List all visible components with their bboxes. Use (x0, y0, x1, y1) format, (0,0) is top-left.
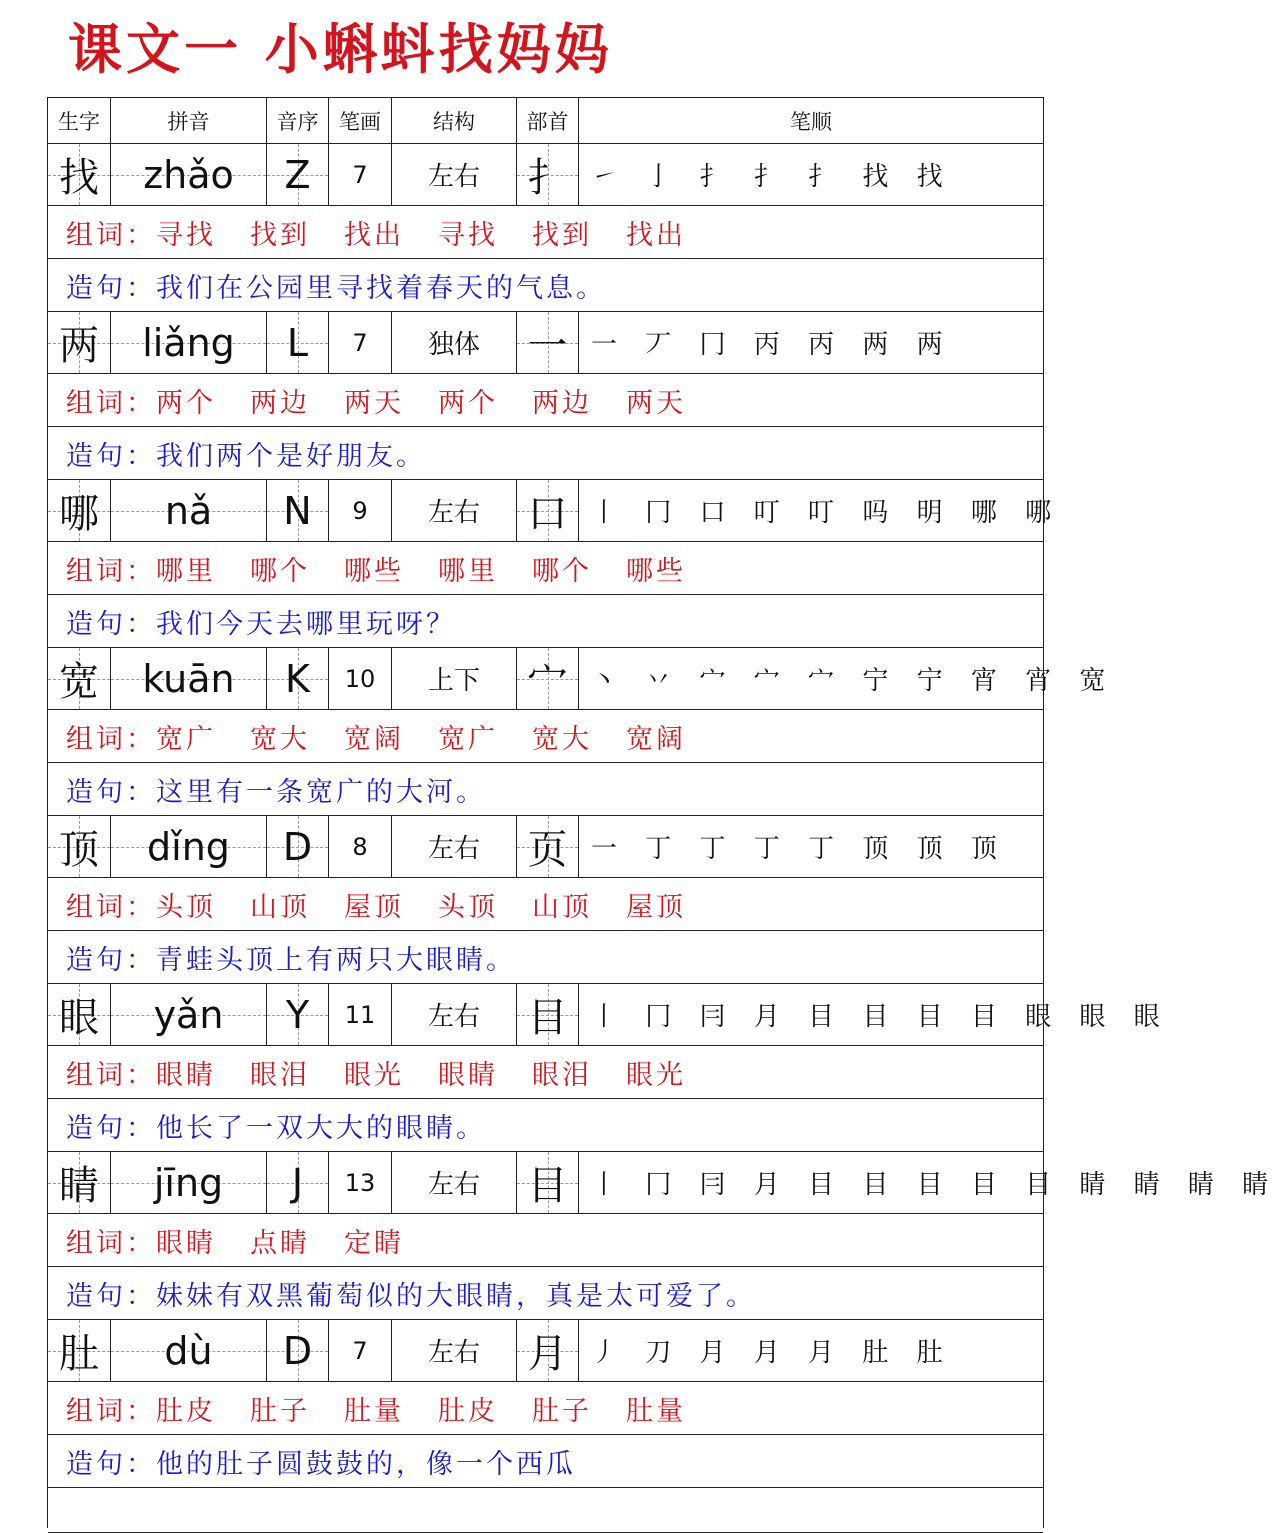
order-text: 丨 冂 冃 月 目 目 目 目 目 睛 睛 睛 睛 (591, 1170, 1278, 1200)
seq-text: D (282, 824, 313, 869)
sentence-prefix: 造句： (66, 272, 156, 304)
word-item: 哪个 (532, 555, 592, 587)
word-item: 眼泪 (250, 1059, 310, 1091)
word-item: 两个 (156, 387, 216, 419)
word-item: 哪个 (250, 555, 310, 587)
char-row (48, 1320, 1043, 1382)
words-row (48, 1382, 1043, 1435)
sentence-row (48, 259, 1043, 312)
word-item: 屋顶 (626, 891, 686, 923)
word-item: 肚子 (532, 1395, 592, 1427)
word-item: 点睛 (250, 1227, 310, 1259)
cell-strokes (329, 144, 392, 205)
char-text: 睛 (59, 1163, 99, 1209)
order-text: 丨 冂 口 叮 叮 吗 明 哪 哪 (591, 498, 1062, 528)
word-item: 两天 (344, 387, 404, 419)
radical-text: 一 (527, 323, 568, 369)
word-item: 哪些 (626, 555, 686, 587)
strokes-text: 7 (352, 160, 368, 189)
cell-pinyin (111, 1320, 267, 1381)
pinyin-text: kuān (142, 656, 235, 701)
cell-strokes (329, 312, 392, 373)
header-seq: 音序 (267, 98, 329, 143)
structure-text: 上下 (427, 666, 480, 696)
char-text: 哪 (59, 491, 99, 537)
sentence-text: 我们两个是好朋友。 (156, 440, 426, 472)
empty-row (48, 1488, 1043, 1533)
header-char: 生字 (48, 98, 111, 143)
sentence-prefix: 造句： (66, 608, 156, 640)
strokes-text: 7 (352, 328, 368, 357)
structure-text: 独体 (427, 330, 480, 360)
sentence-text: 我们今天去哪里玩呀？ (156, 608, 456, 640)
cell-pinyin (111, 480, 267, 541)
cell-structure (392, 1320, 517, 1381)
cell-radical (517, 984, 579, 1045)
words-prefix: 组词： (66, 219, 156, 251)
strokes-text: 10 (344, 664, 376, 693)
structure-text: 左右 (427, 834, 480, 864)
cell-char (48, 984, 111, 1045)
cell-structure (392, 816, 517, 877)
char-row (48, 648, 1116, 710)
words-row (48, 878, 1043, 931)
word-item: 两天 (626, 387, 686, 419)
word-item: 宽大 (250, 723, 310, 755)
seq-text: N (283, 488, 312, 533)
cell-char (48, 144, 111, 205)
word-item: 眼睛 (156, 1059, 216, 1091)
seq-text: D (282, 1328, 313, 1373)
word-item: 找到 (250, 219, 310, 251)
cell-structure (392, 480, 517, 541)
order-text: 一 丁 丁 丁 丁 顶 顶 顶 (591, 834, 1007, 864)
cell-structure (392, 144, 517, 205)
cell-radical (517, 144, 579, 205)
word-item: 找出 (626, 219, 686, 251)
words-prefix: 组词： (66, 891, 156, 923)
cell-radical (517, 648, 579, 709)
word-item: 头顶 (438, 891, 498, 923)
cell-pinyin (111, 144, 267, 205)
word-item: 两边 (250, 387, 310, 419)
word-item: 哪里 (156, 555, 216, 587)
word-item: 寻找 (438, 219, 498, 251)
word-item: 眼睛 (438, 1059, 498, 1091)
cell-structure (392, 984, 517, 1045)
cell-pinyin (111, 984, 267, 1045)
sentence-text: 他的肚子圆鼓鼓的，像一个西瓜 (156, 1448, 576, 1480)
seq-text: Y (285, 992, 310, 1037)
word-item: 宽阔 (344, 723, 404, 755)
cell-structure (392, 1152, 517, 1213)
cell-seq (267, 648, 329, 709)
char-text: 两 (59, 323, 99, 369)
word-item: 屋顶 (344, 891, 404, 923)
word-item: 哪里 (438, 555, 498, 587)
cell-radical (517, 312, 579, 373)
word-item: 寻找 (156, 219, 216, 251)
cell-strokes (329, 984, 392, 1045)
cell-pinyin (111, 1152, 267, 1213)
word-item: 定睛 (344, 1227, 404, 1259)
pinyin-text: zhǎo (143, 152, 234, 197)
cell-strokes (329, 1152, 392, 1213)
word-item: 两边 (532, 387, 592, 419)
words-prefix: 组词： (66, 1395, 156, 1427)
radical-text: 扌 (527, 155, 568, 201)
words-row (48, 1214, 1043, 1267)
cell-seq (267, 144, 329, 205)
cell-order (579, 144, 1043, 205)
cell-char (48, 1320, 111, 1381)
sentence-row (48, 931, 1043, 984)
words-row (48, 710, 1043, 763)
cell-radical (517, 1152, 579, 1213)
pinyin-text: dù (164, 1328, 213, 1373)
word-item: 宽阔 (626, 723, 686, 755)
cell-seq (267, 1320, 329, 1381)
word-item: 两个 (438, 387, 498, 419)
cell-char (48, 816, 111, 877)
word-item: 眼泪 (532, 1059, 592, 1091)
char-row (48, 312, 1043, 374)
words-row (48, 374, 1043, 427)
radical-text: 目 (527, 1163, 568, 1209)
words-row (48, 1046, 1043, 1099)
vocab-table (47, 97, 1278, 1528)
cell-order (579, 816, 1043, 877)
char-text: 找 (59, 155, 99, 201)
char-text: 眼 (59, 995, 99, 1041)
char-text: 宽 (59, 659, 99, 705)
header-stroke-order: 笔顺 (790, 109, 832, 134)
seq-text: K (285, 656, 310, 701)
seq-text: L (286, 320, 309, 365)
char-text: 肚 (59, 1331, 99, 1377)
radical-text: 月 (527, 1331, 568, 1377)
radical-text: 宀 (527, 659, 568, 705)
seq-text: J (291, 1160, 304, 1205)
cell-order (579, 480, 1062, 541)
header-strokes: 笔画 (329, 98, 392, 143)
order-text: ㇀ 亅 扌 扌 扌 找 找 (591, 162, 953, 192)
pinyin-text: jīng (153, 1160, 224, 1205)
sentence-row (48, 763, 1043, 816)
radical-text: 目 (527, 995, 568, 1041)
cell-radical (517, 1320, 579, 1381)
order-text: 丿 刀 月 月 月 肚 肚 (591, 1338, 953, 1368)
structure-text: 左右 (427, 498, 480, 528)
word-item: 宽大 (532, 723, 592, 755)
sentence-prefix: 造句： (66, 1112, 156, 1144)
sentence-text: 妹妹有双黑葡萄似的大眼睛，真是太可爱了。 (156, 1280, 756, 1312)
cell-strokes (329, 480, 392, 541)
cell-order (579, 984, 1170, 1045)
radical-text: 页 (527, 827, 568, 873)
words-prefix: 组词： (66, 1227, 156, 1259)
pinyin-text: nǎ (164, 488, 213, 533)
word-item: 肚子 (250, 1395, 310, 1427)
words-prefix: 组词： (66, 555, 156, 587)
word-item: 肚量 (626, 1395, 686, 1427)
cell-order (579, 1320, 1043, 1381)
word-item: 宽广 (438, 723, 498, 755)
cell-order (579, 312, 1043, 373)
word-item: 山顶 (250, 891, 310, 923)
sentence-prefix: 造句： (66, 440, 156, 472)
sentence-prefix: 造句： (66, 776, 156, 808)
strokes-text: 13 (344, 1168, 376, 1197)
strokes-text: 11 (344, 1000, 376, 1029)
sentence-row (48, 427, 1043, 480)
word-item: 头顶 (156, 891, 216, 923)
radical-text: 口 (527, 491, 568, 537)
cell-pinyin (111, 312, 267, 373)
sentence-text: 我们在公园里寻找着春天的气息。 (156, 272, 606, 304)
table-header (48, 98, 1043, 144)
word-item: 找出 (344, 219, 404, 251)
word-item: 肚皮 (156, 1395, 216, 1427)
page-title: 课文一 小蝌蚪找妈妈 (68, 17, 613, 81)
words-prefix: 组词： (66, 387, 156, 419)
sentence-row (48, 1099, 1043, 1152)
cell-strokes (329, 1320, 392, 1381)
char-row (48, 984, 1170, 1046)
sentence-prefix: 造句： (66, 1280, 156, 1312)
cell-order (579, 648, 1116, 709)
header-pinyin: 拼音 (111, 98, 267, 143)
word-item: 宽广 (156, 723, 216, 755)
char-row (48, 816, 1043, 878)
seq-text: Z (284, 152, 311, 197)
pinyin-text: yǎn (153, 992, 224, 1037)
char-row (48, 480, 1062, 542)
cell-seq (267, 816, 329, 877)
cell-order (579, 1152, 1278, 1213)
cell-char (48, 648, 111, 709)
header-radical: 部首 (517, 98, 579, 143)
word-item: 哪些 (344, 555, 404, 587)
sentence-prefix: 造句： (66, 944, 156, 976)
order-text: 丶 丷 宀 宀 宀 宁 宁 宵 宵 宽 (591, 666, 1116, 696)
sentence-text: 这里有一条宽广的大河。 (156, 776, 486, 808)
word-item: 眼光 (626, 1059, 686, 1091)
sentence-row (48, 595, 1043, 648)
structure-text: 左右 (427, 1002, 480, 1032)
char-row (48, 144, 1043, 206)
cell-seq (267, 1152, 329, 1213)
cell-structure (392, 648, 517, 709)
cell-pinyin (111, 648, 267, 709)
word-item: 肚量 (344, 1395, 404, 1427)
word-item: 山顶 (532, 891, 592, 923)
pinyin-text: dǐng (147, 824, 230, 869)
header-structure: 结构 (392, 98, 517, 143)
cell-seq (267, 984, 329, 1045)
words-prefix: 组词： (66, 1059, 156, 1091)
structure-text: 左右 (427, 1338, 480, 1368)
sentence-text: 青蛙头顶上有两只大眼睛。 (156, 944, 516, 976)
words-row (48, 542, 1043, 595)
word-item: 眼睛 (156, 1227, 216, 1259)
strokes-text: 7 (352, 1336, 368, 1365)
strokes-text: 9 (352, 496, 368, 525)
cell-radical (517, 480, 579, 541)
sentence-text: 他长了一双大大的眼睛。 (156, 1112, 486, 1144)
words-row (48, 206, 1043, 259)
words-prefix: 组词： (66, 723, 156, 755)
char-text: 顶 (59, 827, 99, 873)
cell-radical (517, 816, 579, 877)
sentence-row (48, 1267, 1043, 1320)
sentence-row (48, 1435, 1043, 1488)
order-text: 一 丆 冂 丙 丙 两 两 (591, 330, 953, 360)
order-text: 丨 冂 冃 月 目 目 目 目 眼 眼 眼 (591, 1002, 1170, 1032)
cell-seq (267, 312, 329, 373)
cell-char (48, 1152, 111, 1213)
cell-strokes (329, 648, 392, 709)
strokes-text: 8 (352, 832, 368, 861)
cell-strokes (329, 816, 392, 877)
pinyin-text: liǎng (142, 320, 235, 365)
cell-char (48, 480, 111, 541)
cell-seq (267, 480, 329, 541)
word-item: 找到 (532, 219, 592, 251)
word-item: 肚皮 (438, 1395, 498, 1427)
sentence-prefix: 造句： (66, 1448, 156, 1480)
cell-structure (392, 312, 517, 373)
word-item: 眼光 (344, 1059, 404, 1091)
structure-text: 左右 (427, 1170, 480, 1200)
cell-pinyin (111, 816, 267, 877)
char-row (48, 1152, 1278, 1214)
cell-char (48, 312, 111, 373)
structure-text: 左右 (427, 162, 480, 192)
